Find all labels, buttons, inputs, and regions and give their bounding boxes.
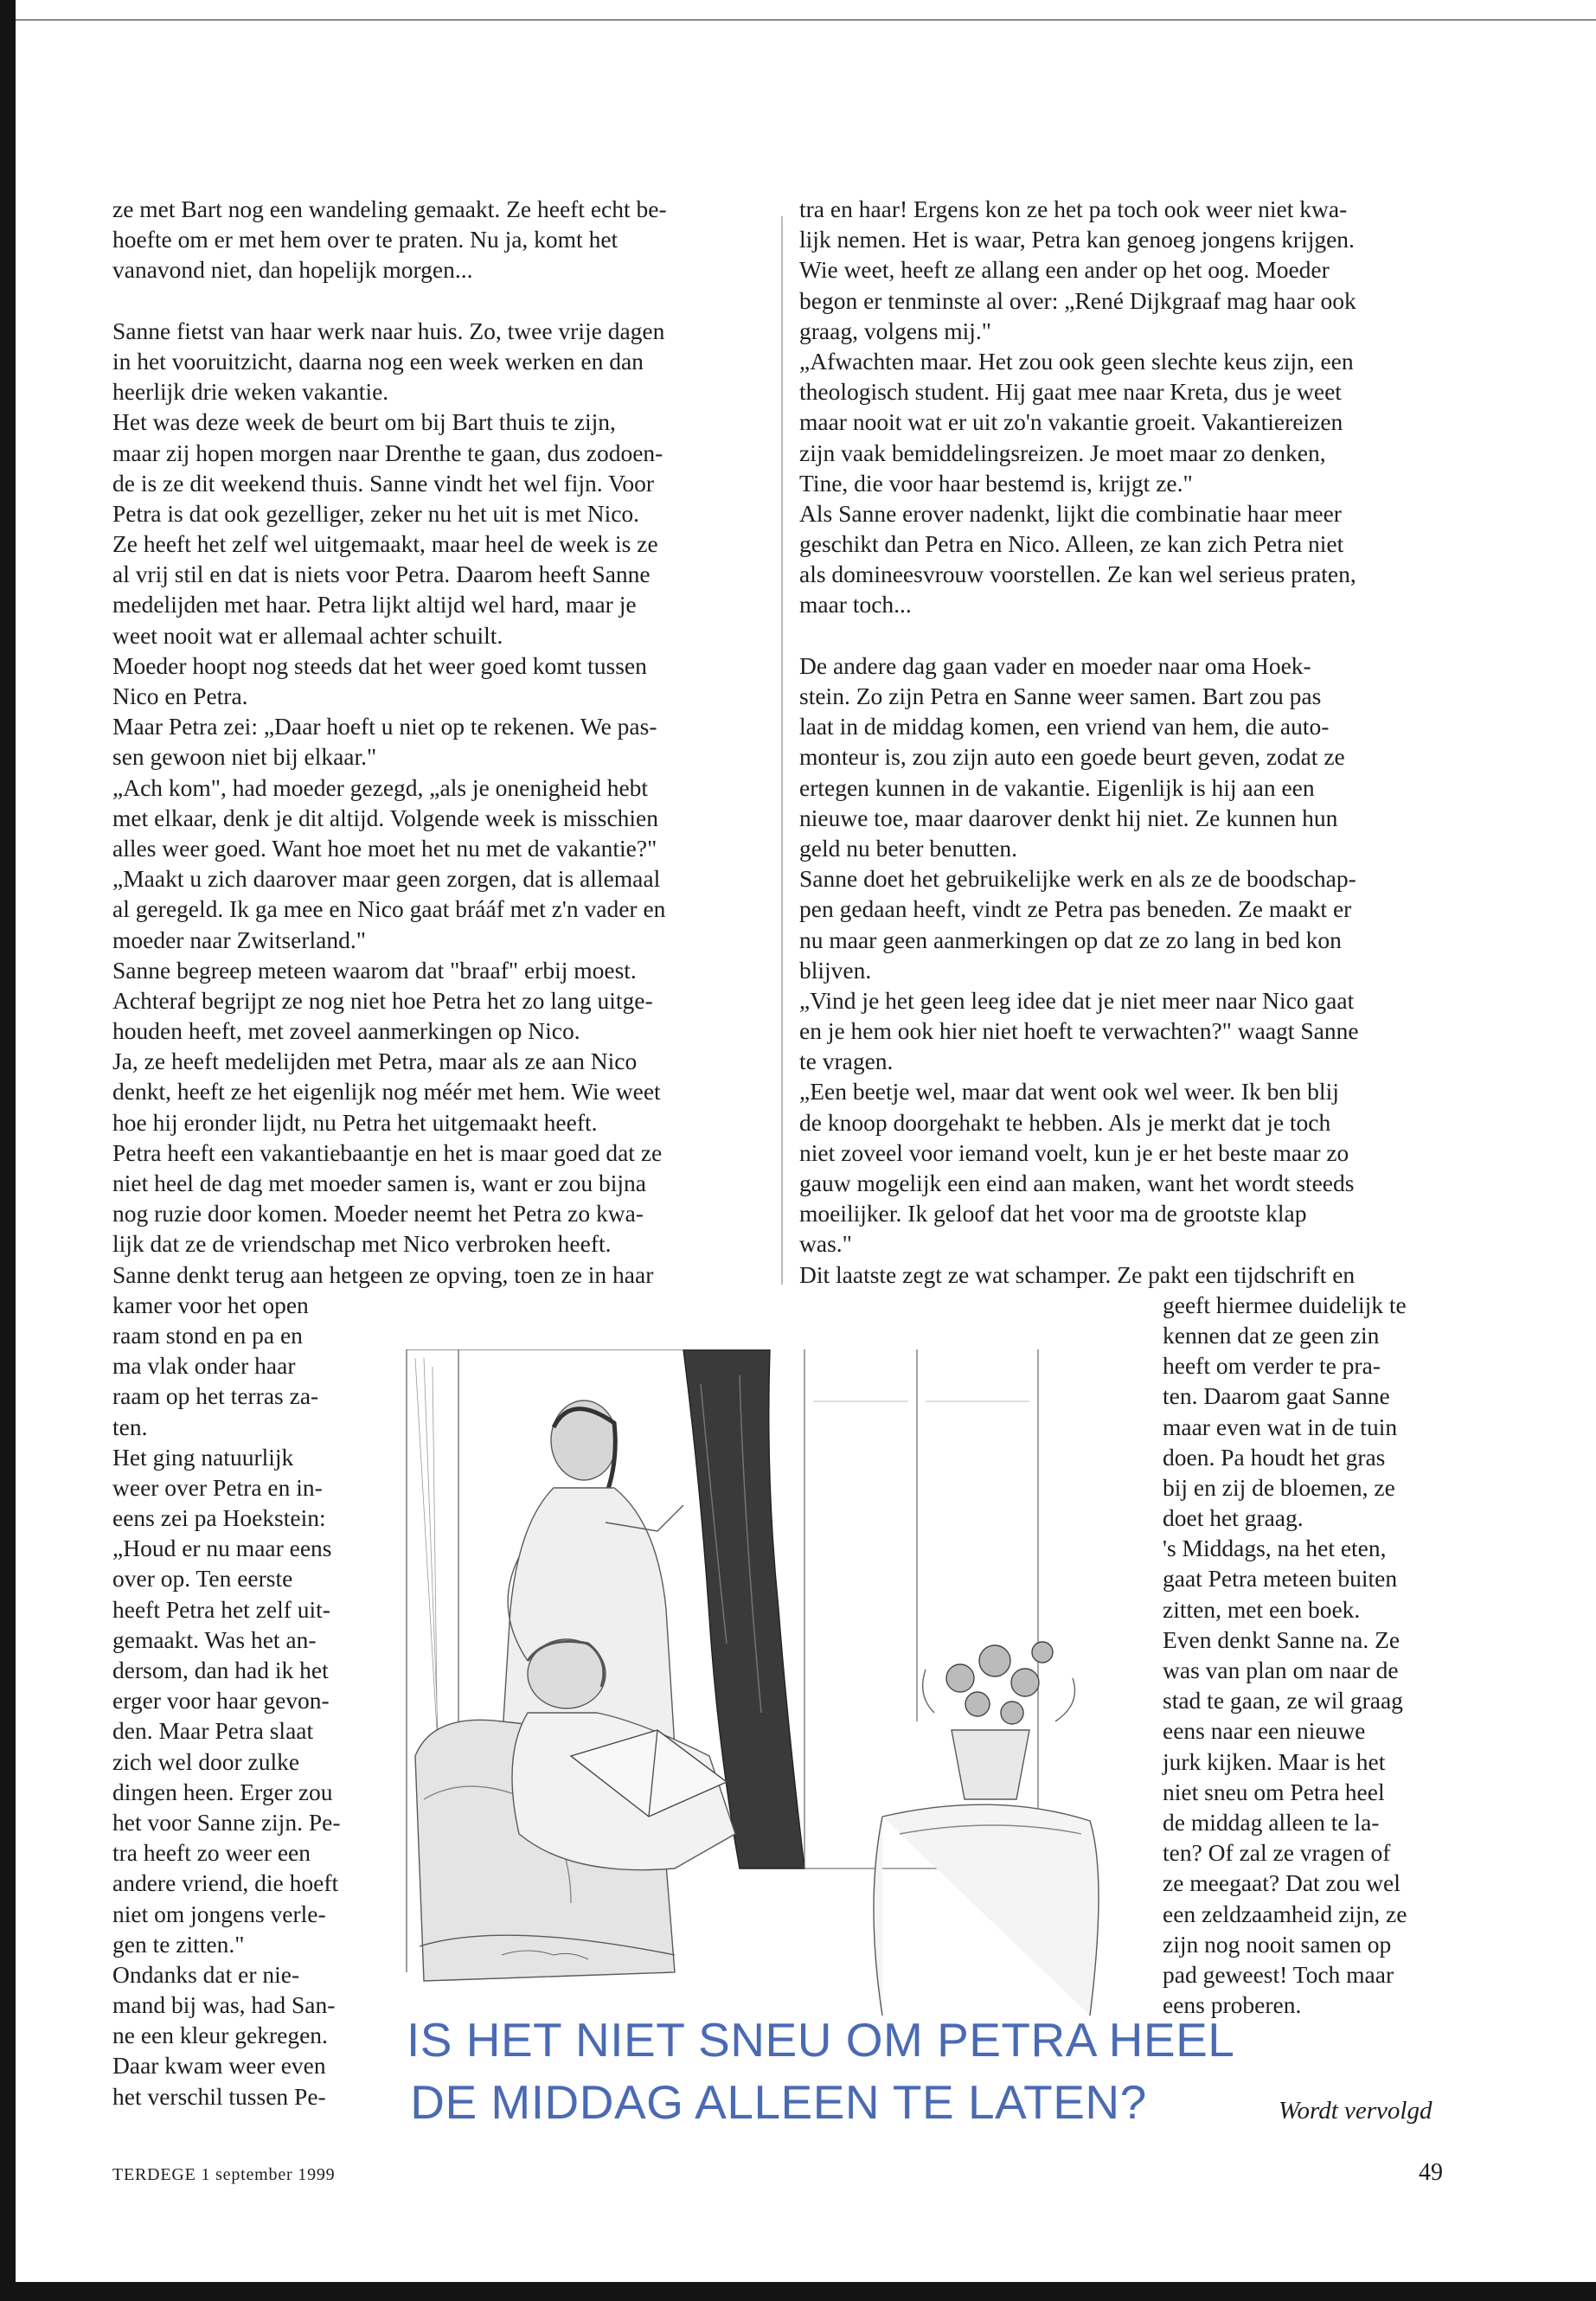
text-line: „Vind je het geen leeg idee dat je niet meer naar Nico gaat [799, 986, 1355, 1014]
text-line: gen te zitten." [112, 1930, 245, 1958]
text-line: met elkaar, denk je dit altijd. Volgende week is misschien [112, 804, 658, 831]
text-line: Petra heeft een vakantiebaantje en het is maar goed dat ze [112, 1138, 663, 1166]
sketch-two-girls-reading [398, 1349, 1133, 2016]
text-line: sen gewoon niet bij elkaar." [112, 743, 377, 771]
text-line: houden heeft, met zoveel aanmerkingen op Nico. [112, 1017, 580, 1045]
text-line: Petra is dat ook gezelliger, zeker nu het uit is met Nico. [112, 499, 640, 527]
text-line: Even denkt Sanne na. Ze [1163, 1625, 1401, 1653]
text-line: over op. Ten eerste [112, 1565, 293, 1593]
text-line: geschikt dan Petra en Nico. Alleen, ze kan zich Petra niet [799, 530, 1344, 558]
scan-border-bottom [0, 2282, 1596, 2301]
text-line: maar toch... [799, 591, 912, 619]
text-line: Achteraf begrijpt ze nog niet hoe Petra het zo lang uitge- [112, 986, 653, 1014]
text-line: doet het graag. [1163, 1504, 1304, 1532]
scan-border-top [16, 19, 1596, 21]
scan-border-left [0, 0, 16, 2301]
text-line: erger voor haar gevon- [112, 1687, 330, 1715]
text-line: geeft hiermee duidelijk te [1163, 1291, 1407, 1318]
text-line: zijn nog nooit samen op [1163, 1930, 1392, 1958]
text-line: het verschil tussen Pe- [112, 2082, 326, 2110]
text-line: ten? Of zal ze vragen of [1163, 1839, 1391, 1867]
paragraph-gap [799, 620, 1457, 651]
text-line: als domineesvrouw voorstellen. Ze kan wel serieus praten, [799, 561, 1356, 588]
text-line: zitten, met een boek. [1163, 1595, 1361, 1623]
text-line: „Ach kom", had moeder gezegd, „als je onenigheid hebt [112, 773, 649, 801]
text-line: bij en zij de bloemen, ze [1163, 1473, 1395, 1501]
text-line: „Een beetje wel, maar dat went ook wel weer. Ik ben blij [799, 1078, 1339, 1106]
column-divider [781, 216, 783, 1285]
text-line: graag, volgens mij." [799, 317, 992, 344]
text-line: theologisch student. Hij gaat mee naar Kreta, dus je weet [799, 378, 1342, 406]
text-line: monteur is, zou zijn auto een goede beurt geven, zodat ze [799, 743, 1345, 771]
text-line: al vrij stil en dat is niets voor Petra. Daarom heeft Sanne [112, 561, 651, 588]
text-line: te vragen. [799, 1048, 894, 1075]
text-line: moeder naar Zwitserland." [112, 926, 366, 953]
text-line: weer over Petra en in- [112, 1473, 323, 1501]
text-line: lijk nemen. Het is waar, Petra kan genoeg jongens krijgen. [799, 226, 1355, 253]
text-line: heerlijk drie weken vakantie. [112, 378, 389, 406]
text-line: heeft Petra het zelf uit- [112, 1595, 330, 1623]
text-line: medelijden met haar. Petra lijkt altijd wel hard, maar je [112, 591, 637, 619]
text-line: De andere dag gaan vader en moeder naar oma Hoek- [799, 651, 1311, 679]
text-line: de middag alleen te la- [1163, 1808, 1380, 1836]
text-line: ne een kleur gekregen. [112, 2022, 328, 2049]
text-line: weet nooit wat er allemaal achter schuilt. [112, 621, 503, 649]
page-number: 49 [1419, 2159, 1443, 2186]
text-line: Dit laatste zegt ze wat schamper. Ze pakt een tijdschrift en [799, 1260, 1356, 1288]
text-line: Ja, ze heeft medelijden met Petra, maar als ze aan Nico [112, 1048, 638, 1075]
text-line: nog ruzie door komen. Moeder neemt het Petra zo kwa- [112, 1200, 644, 1227]
text-line: Daar kwam weer even [112, 2052, 326, 2080]
text-line: en je hem ook hier niet hoeft te verwachten?" waagt Sanne [799, 1017, 1359, 1045]
text-line: Maar Petra zei: „Daar hoeft u niet op te rekenen. We pas- [112, 713, 657, 740]
story-illustration [398, 1349, 1133, 2016]
text-line: heeft om verder te pra- [1163, 1352, 1381, 1380]
text-line: zich wel door zulke [112, 1747, 300, 1775]
text-line: Tine, die voor haar bestemd is, krijgt ze." [799, 469, 1193, 497]
text-line: alles weer goed. Want hoe moet het nu met de vakantie?" [112, 834, 657, 862]
pull-quote-headline [407, 2009, 1235, 2133]
text-line: nieuwe toe, maar daarover denkt hij niet. Ze kunnen hun [799, 804, 1338, 831]
text-line: Ze heeft het zelf wel uitgemaakt, maar heel de week is ze [112, 530, 658, 558]
text-line: zijn vaak bemiddelingsreizen. Je moet maar zo denken, [799, 439, 1326, 466]
text-line: raam stond en pa en [112, 1321, 303, 1349]
text-line: gemaakt. Was het an- [112, 1625, 317, 1653]
text-line: Ondanks dat er nie- [112, 1960, 300, 1988]
text-line: den. Maar Petra slaat [112, 1717, 314, 1745]
text-line: nu maar geen aanmerkingen op dat ze zo lang in bed kon [799, 926, 1342, 953]
text-line: ertegen kunnen in de vakantie. Eigenlijk is hij aan een [799, 773, 1315, 801]
text-line: een zeldzaamheid zijn, ze [1163, 1900, 1407, 1927]
text-line: gaat Petra meteen buiten [1163, 1565, 1398, 1593]
text-line: raam op het terras za- [112, 1382, 319, 1410]
text-line: niet om jongens verle- [112, 1900, 326, 1927]
text-line: blijven. [799, 956, 872, 984]
text-line: maar even wat in de tuin [1163, 1413, 1398, 1440]
text-line: niet sneu om Petra heel [1163, 1778, 1385, 1805]
text-line: jurk kijken. Maar is het [1163, 1747, 1386, 1775]
text-line: mand bij was, had San- [112, 1991, 336, 2019]
text-line: stad te gaan, ze wil graag [1163, 1687, 1403, 1715]
text-line: maar zij hopen morgen naar Drenthe te gaan, dus zodoen- [112, 439, 663, 466]
text-line: de knoop doorgehakt te hebben. Als je merkt dat je toch [799, 1108, 1331, 1136]
text-line: gauw mogelijk een eind aan maken, want het wordt steeds [799, 1170, 1355, 1196]
text-line: hoe hij eronder lijdt, nu Petra het uitgemaakt heeft. [112, 1108, 598, 1136]
to-be-continued-byline: Wordt vervolgd [1279, 2097, 1433, 2125]
text-line: doen. Pa houdt het gras [1163, 1443, 1386, 1471]
text-line: lijk dat ze de vriendschap met Nico verbroken heeft. [112, 1230, 612, 1258]
text-line: 's Middags, na het eten, [1163, 1535, 1387, 1562]
text-line: dingen heen. Erger zou [112, 1778, 333, 1805]
text-line: ten. Daarom gaat Sanne [1163, 1382, 1390, 1410]
text-line: Wie weet, heeft ze allang een ander op het oog. Moeder [799, 256, 1330, 284]
text-line: Nico en Petra. [112, 683, 248, 709]
text-line: dersom, dan had ik het [112, 1657, 329, 1683]
text-line: was van plan om naar de [1163, 1657, 1399, 1683]
text-line: Moeder hoopt nog steeds dat het weer goed komt tussen [112, 651, 647, 679]
text-line: denkt, heeft ze het eigenlijk nog méér met hem. Wie weet [112, 1078, 661, 1106]
text-line: pen gedaan heeft, vindt ze Petra pas beneden. Ze maakt er [799, 895, 1352, 923]
text-line: kennen dat ze geen zin [1163, 1321, 1380, 1349]
text-line: Als Sanne erover nadenkt, lijkt die combinatie haar meer [799, 499, 1342, 527]
headline-line: IS HET NIET SNEU OM PETRA HEEL [407, 2013, 1235, 2067]
text-line: stein. Zo zijn Petra en Sanne weer samen. Bart zou pas [799, 683, 1322, 709]
text-line: maar nooit wat er uit zo'n vakantie groeit. Vakantiereizen [799, 408, 1343, 436]
text-line: ze meegaat? Dat zou wel [1163, 1869, 1401, 1897]
text-line: in het vooruitzicht, daarna nog een week werken en dan [112, 347, 644, 375]
text-line: pad geweest! Toch maar [1163, 1960, 1394, 1988]
magazine-footer: TERDEGE 1 september 1999 [112, 2165, 336, 2184]
text-line: andere vriend, die hoeft [112, 1869, 339, 1897]
text-line: was." [799, 1230, 852, 1258]
text-line: tra heeft zo weer een [112, 1839, 311, 1867]
text-line: ze met Bart nog een wandeling gemaakt. Ze heeft echt be- [112, 195, 667, 222]
text-line: de is ze dit weekend thuis. Sanne vindt het wel fijn. Voor [112, 469, 655, 497]
text-line: niet zoveel voor iemand voelt, kun je er het beste maar zo [799, 1138, 1349, 1166]
text-line: Sanne doet het gebruikelijke werk en als ze de boodschap- [799, 865, 1356, 893]
text-line: geld nu beter benutten. [799, 834, 1017, 862]
text-line: „Maakt u zich daarover maar geen zorgen, dat is allemaal [112, 865, 661, 893]
text-line: Sanne begreep meteen waarom dat "braaf" erbij moest. [112, 956, 637, 984]
text-line: begon er tenminste al over: „René Dijkgraaf mag haar ook [799, 286, 1356, 314]
text-line: hoefte om er met hem over te praten. Nu ja, komt het [112, 226, 619, 253]
text-line: „Afwachten maar. Het zou ook geen slechte keus zijn, een [799, 347, 1354, 375]
text-line: tra en haar! Ergens kon ze het pa toch ook weer niet kwa- [799, 195, 1348, 222]
paragraph-gap [112, 285, 770, 316]
text-line: het voor Sanne zijn. Pe- [112, 1808, 341, 1836]
text-line: niet heel de dag met moeder samen is, want er zou bijna [112, 1170, 647, 1196]
text-line: Het ging natuurlijk [112, 1443, 294, 1471]
text-line: kamer voor het open [112, 1291, 309, 1318]
text-line: eens proberen. [1163, 1991, 1302, 2019]
text-line: eens zei pa Hoekstein: [112, 1504, 326, 1532]
text-line: ma vlak onder haar [112, 1352, 296, 1380]
text-line: Het was deze week de beurt om bij Bart thuis te zijn, [112, 408, 616, 436]
text-line: laat in de middag komen, een vriend van hem, die auto- [799, 713, 1330, 740]
text-line: vanavond niet, dan hopelijk morgen... [112, 256, 473, 284]
text-line: al geregeld. Ik ga mee en Nico gaat brááf met z'n vader en [112, 895, 666, 923]
text-line: „Houd er nu maar eens [112, 1535, 332, 1562]
headline-line: DE MIDDAG ALLEEN TE LATEN? [410, 2075, 1147, 2129]
text-line: Sanne denkt terug aan hetgeen ze opving, toen ze in haar [112, 1260, 654, 1288]
text-line: ten. [112, 1413, 148, 1440]
text-line: Sanne fietst van haar werk naar huis. Zo, twee vrije dagen [112, 317, 665, 344]
text-line: eens naar een nieuwe [1163, 1717, 1366, 1745]
text-line: moeilijker. Ik geloof dat het voor ma de grootste klap [799, 1200, 1307, 1227]
